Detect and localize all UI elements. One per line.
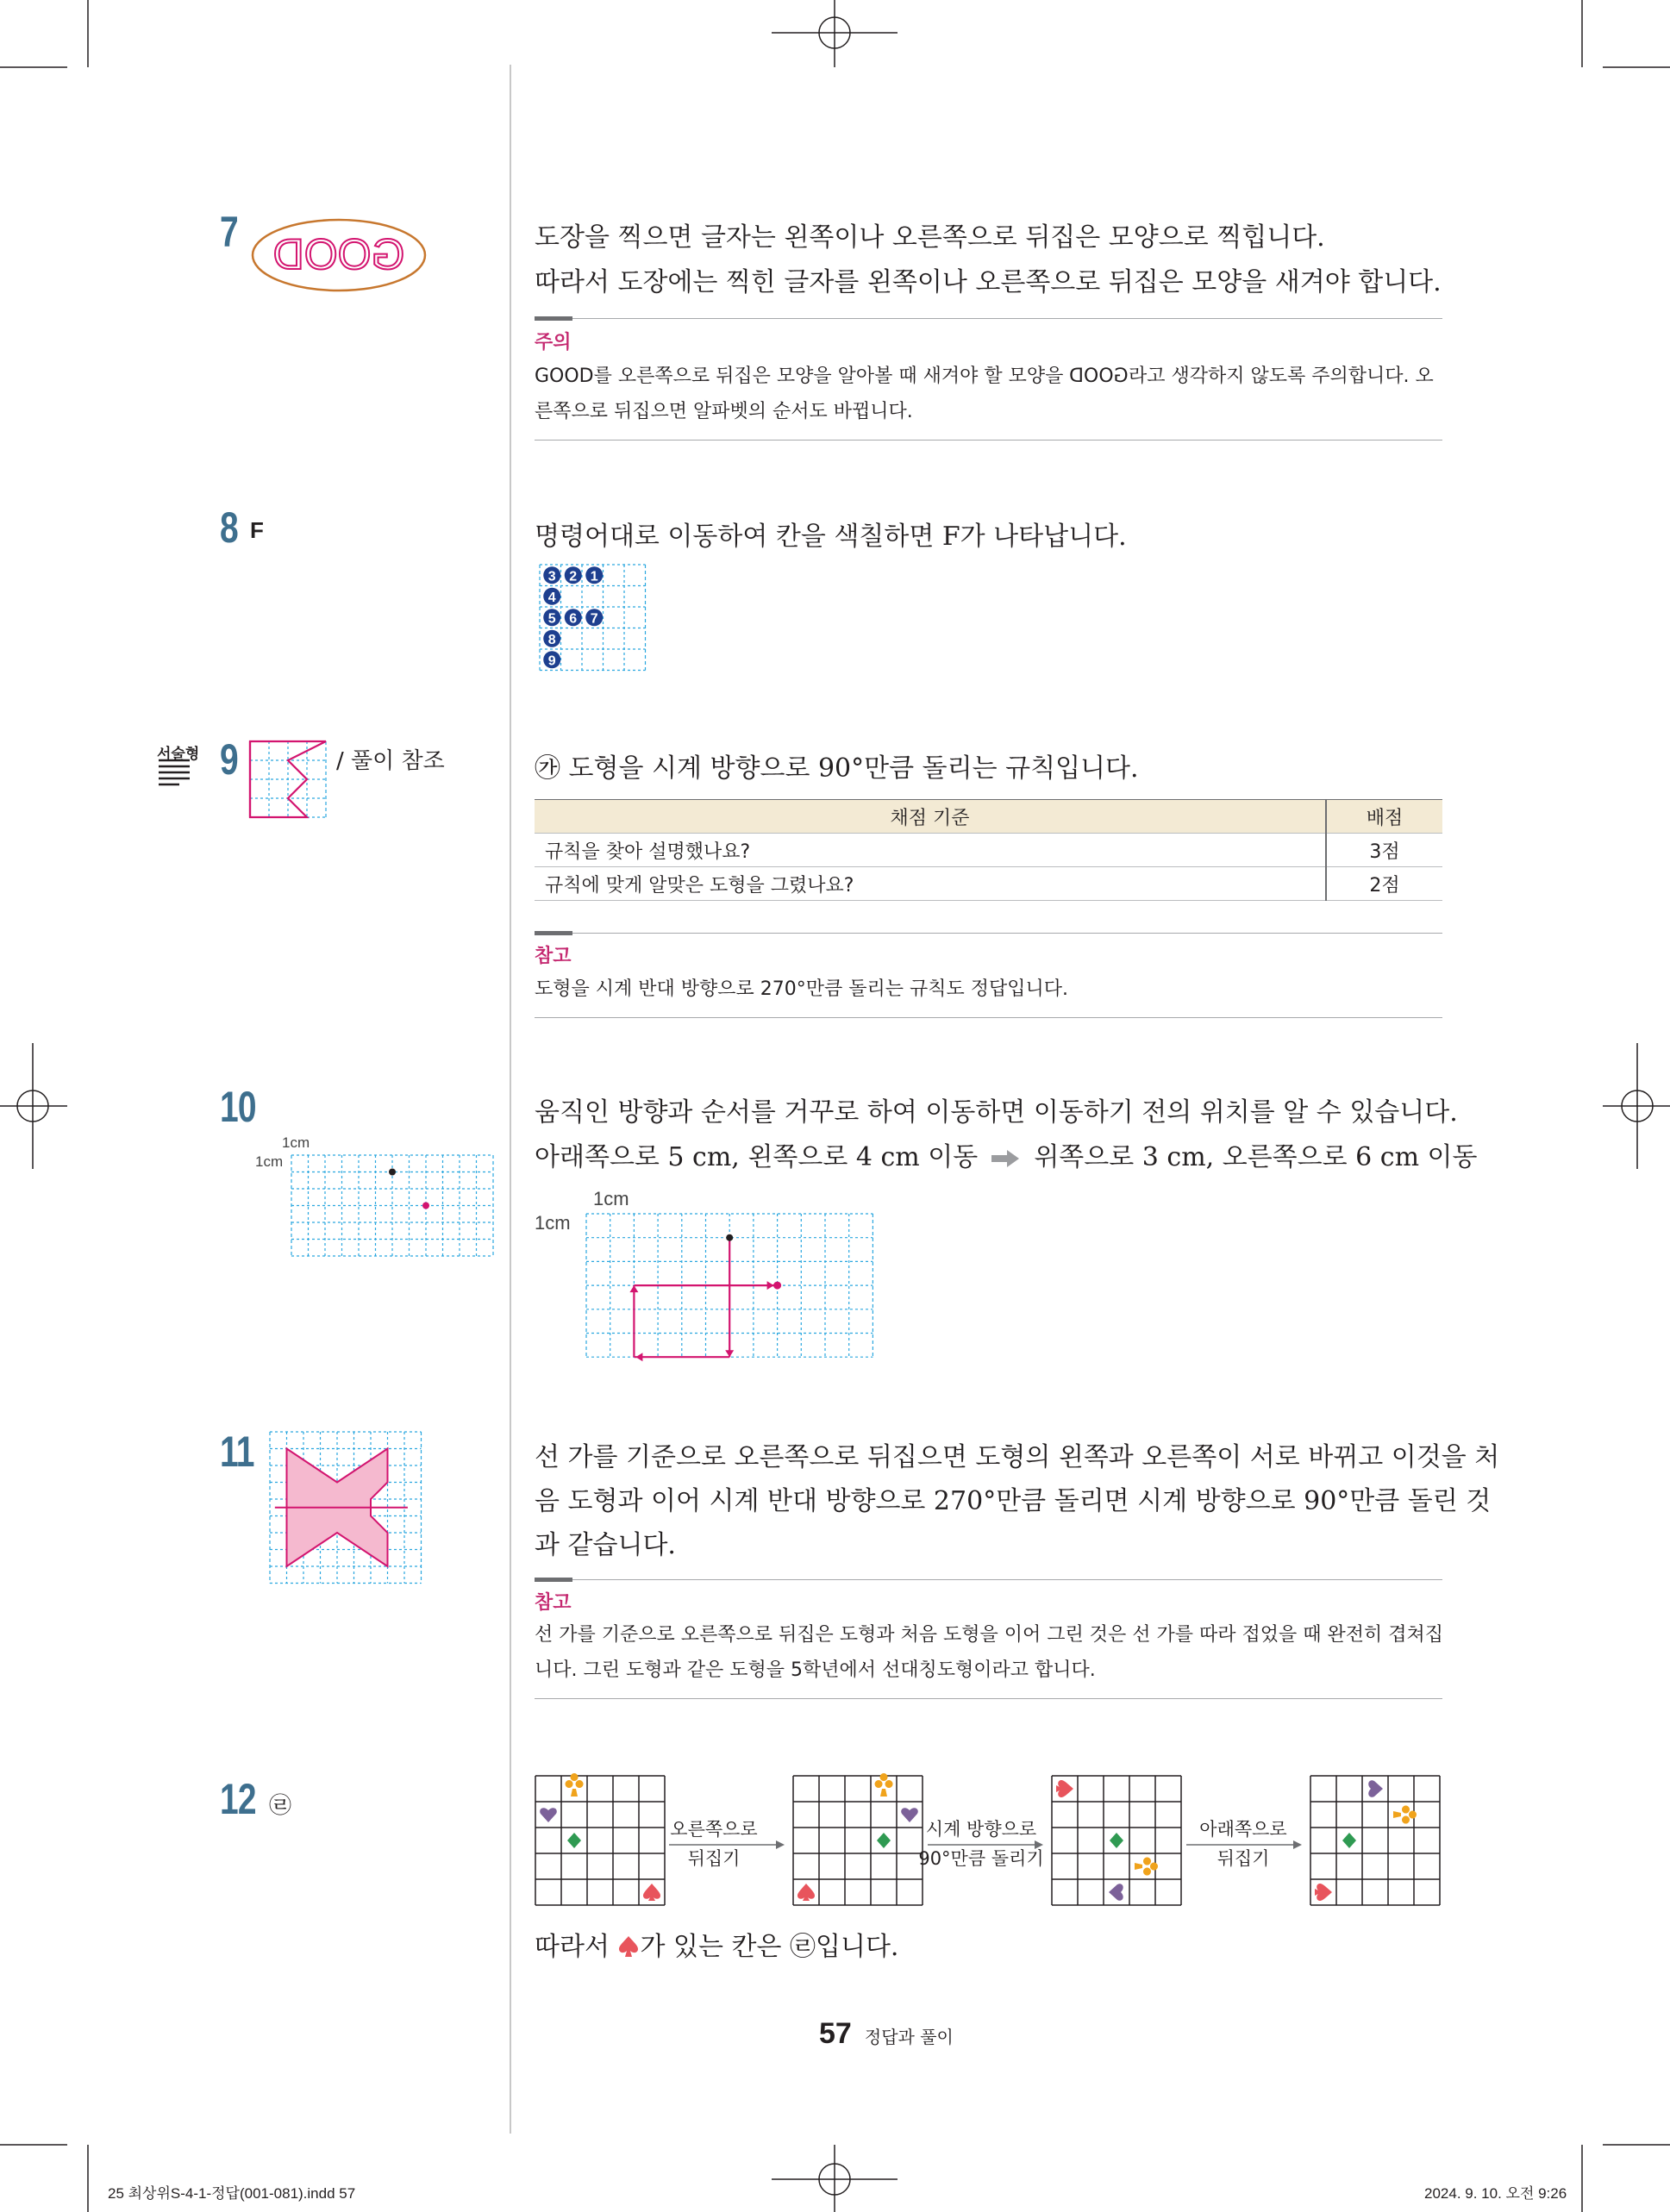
diamond-icon — [567, 1833, 581, 1848]
step-number: 2 — [569, 569, 578, 584]
note-top-rule — [535, 933, 1442, 934]
unit-label-vertical: 1cm — [255, 1153, 284, 1170]
grading-header-score: 배점 — [1326, 800, 1442, 834]
rotated-shape-answer — [250, 741, 336, 828]
unit-label-horizontal: 1cm — [282, 1134, 310, 1151]
arrow-right-icon — [991, 1148, 1021, 1169]
note-tab — [535, 931, 572, 935]
step-label — [912, 1815, 1050, 1873]
step-number: 4 — [547, 590, 556, 605]
heart-icon — [1109, 1884, 1123, 1901]
spade-icon — [1315, 1884, 1332, 1901]
spade-icon — [797, 1884, 815, 1901]
step-label — [654, 1815, 774, 1873]
q7-caution-note — [535, 359, 1448, 429]
question-number: 10 — [220, 1083, 256, 1131]
club-icon — [1393, 1806, 1417, 1824]
q8-explanation: 명령어대로 이동하여 칸을 색칠하면 F가 나타납니다. — [535, 522, 1127, 552]
note-bottom-rule — [535, 1698, 1442, 1699]
q11-reference-note: 선 가를 기준으로 오른쪽으로 뒤집은 도형과 처음 도형을 이어 그린 것은 선 가를 따라 접었을 때 완전히 겹쳐집니다. 그린 도형과 같은 도형을 5학년에서 선대칭도형이라고 합니다. — [535, 1624, 1443, 1681]
note-label-caution: 주의 — [535, 332, 572, 353]
note-bottom-rule — [535, 1017, 1442, 1018]
end-point — [422, 1203, 429, 1209]
grading-table — [535, 799, 1442, 901]
step-number: 8 — [547, 632, 556, 647]
stamp-text: GOOD — [272, 230, 405, 278]
step-label-line: 뒤집기 — [687, 1848, 741, 1869]
page-footer — [819, 2017, 954, 2051]
q11-explanation-line2: 음 도형과 이어 시계 반대 방향으로 270°만큼 돌리면 시계 방향으로 90°만큼 돌린 것 — [535, 1486, 1492, 1516]
grading-header-criteria: 채점 기준 — [535, 800, 1326, 834]
table-row — [535, 867, 1442, 901]
diamond-icon — [877, 1833, 891, 1848]
step-label-line: 시계 방향으로 — [925, 1819, 1037, 1840]
grading-score: 2점 — [1326, 867, 1442, 901]
step-label-line: 뒤집기 — [1217, 1848, 1270, 1869]
note-tab — [535, 316, 572, 321]
step-label-line: 아래쪽으로 — [1199, 1819, 1287, 1840]
q12-conclusion — [535, 1925, 898, 1963]
q7-explanation-line1: 도장을 찍으면 글자는 왼쪽이나 오른쪽으로 뒤집은 모양으로 찍힙니다. — [535, 222, 1325, 253]
heart-icon — [1368, 1780, 1383, 1797]
step-number: 5 — [547, 611, 556, 627]
unit-label-vertical: 1cm — [535, 1212, 571, 1234]
q9-answer-suffix: / 풀이 참조 — [336, 748, 445, 774]
page-number: 57 — [819, 2017, 852, 2050]
step-label — [1183, 1815, 1304, 1873]
note-bottom-rule — [535, 440, 1442, 441]
column-divider — [510, 65, 511, 2134]
q10-explanation-line1: 움직인 방향과 순서를 거꾸로 하여 이동하면 이동하기 전의 위치를 알 수 있습니다. — [535, 1097, 1458, 1128]
step-number: 3 — [547, 569, 556, 584]
step-number: 9 — [547, 653, 556, 669]
start-point — [726, 1234, 733, 1241]
question-number: 12 — [220, 1775, 256, 1823]
spade-icon — [643, 1884, 660, 1901]
grading-criterion: 규칙을 찾아 설명했나요? — [535, 834, 1326, 867]
f-command-grid — [535, 562, 647, 674]
heart-icon — [540, 1808, 557, 1822]
club-icon — [566, 1773, 584, 1796]
step-number: 1 — [590, 569, 598, 584]
q7-explanation-line2: 따라서 도장에는 찍힌 글자를 왼쪽이나 오른쪽으로 뒤집은 모양을 새겨야 합니다. — [535, 267, 1442, 297]
note-part1: GOOD를 오른쪽으로 뒤집은 모양을 알아볼 때 새겨야 할 모양을 — [535, 366, 1070, 387]
question-number: 7 — [220, 208, 238, 256]
q9-reference-note: 도형을 시계 반대 방향으로 270°만큼 돌리는 규칙도 정답입니다. — [535, 978, 1068, 1000]
table-row — [535, 834, 1442, 867]
end-point — [773, 1282, 781, 1290]
note-tab — [535, 1578, 572, 1582]
file-name: 25 최상위S-4-1-정답(001-081).indd 57 — [108, 2185, 356, 2202]
step-label-line: 90°만큼 돌리기 — [918, 1848, 1044, 1869]
grading-criterion: 규칙에 맞게 알맞은 도형을 그렸나요? — [535, 867, 1326, 901]
conclusion-part: 가 있는 칸은 ㉣입니다. — [640, 1932, 899, 1962]
note-top-rule — [535, 318, 1442, 319]
spade-icon — [1056, 1780, 1073, 1797]
club-icon — [1135, 1858, 1158, 1876]
print-date: 2024. 9. 10. 오전 9:26 — [1424, 2185, 1567, 2202]
diamond-icon — [1110, 1833, 1123, 1848]
q11-explanation-line1: 선 가를 기준으로 오른쪽으로 뒤집으면 도형의 왼쪽과 오른쪽이 서로 바뀌고 이것을 처 — [535, 1442, 1500, 1472]
step-arrowhead — [776, 1840, 785, 1849]
unit-label-horizontal: 1cm — [593, 1188, 629, 1209]
note-top-rule — [535, 1579, 1442, 1580]
question-number: 11 — [220, 1428, 254, 1476]
question-number: 9 — [220, 735, 238, 784]
path-arrowhead — [629, 1285, 638, 1292]
q10-explanation-line2 — [535, 1135, 1478, 1173]
q8-answer: F — [250, 517, 264, 543]
step-number: 6 — [569, 611, 578, 627]
grading-score: 3점 — [1326, 834, 1442, 867]
page-label: 정답과 풀이 — [864, 2027, 954, 2047]
reverse-moves-a: 아래쪽으로 5 cm, 왼쪽으로 4 cm 이동 — [535, 1142, 979, 1172]
step-number: 7 — [590, 611, 598, 627]
spade-icon — [617, 1934, 640, 1959]
q12-answer: ㉣ — [269, 1793, 292, 1819]
note-part2: 라고 생각하지 않도록 주의합니다. 오른쪽으로 뒤집으면 알파벳의 순서도 바뀝니다. — [535, 366, 1434, 422]
note-label-reference: 참고 — [535, 1592, 572, 1614]
mirrored-good: GOOD — [1069, 366, 1129, 387]
symmetric-shape-answer — [270, 1432, 422, 1584]
question-number: 8 — [220, 503, 238, 552]
step-label-line: 오른쪽으로 — [670, 1819, 758, 1840]
stamp-answer — [250, 217, 431, 295]
path-arrowhead — [767, 1281, 774, 1290]
descriptive-badge: 서술형 — [157, 746, 200, 763]
diamond-icon — [1342, 1833, 1356, 1848]
reverse-moves-b: 위쪽으로 3 cm, 오른쪽으로 6 cm 이동 — [1034, 1142, 1478, 1172]
note-label-reference: 참고 — [535, 946, 572, 967]
club-icon — [875, 1773, 893, 1796]
q11-explanation-line3: 과 같습니다. — [535, 1530, 676, 1560]
q9-explanation: ㉮ 도형을 시계 방향으로 90°만큼 돌리는 규칙입니다. — [535, 753, 1139, 784]
movement-path-grid — [586, 1214, 876, 1359]
start-point — [389, 1169, 396, 1176]
original-position-grid — [291, 1155, 495, 1257]
path-arrowhead — [725, 1350, 734, 1357]
conclusion-part: 따라서 — [535, 1932, 618, 1962]
